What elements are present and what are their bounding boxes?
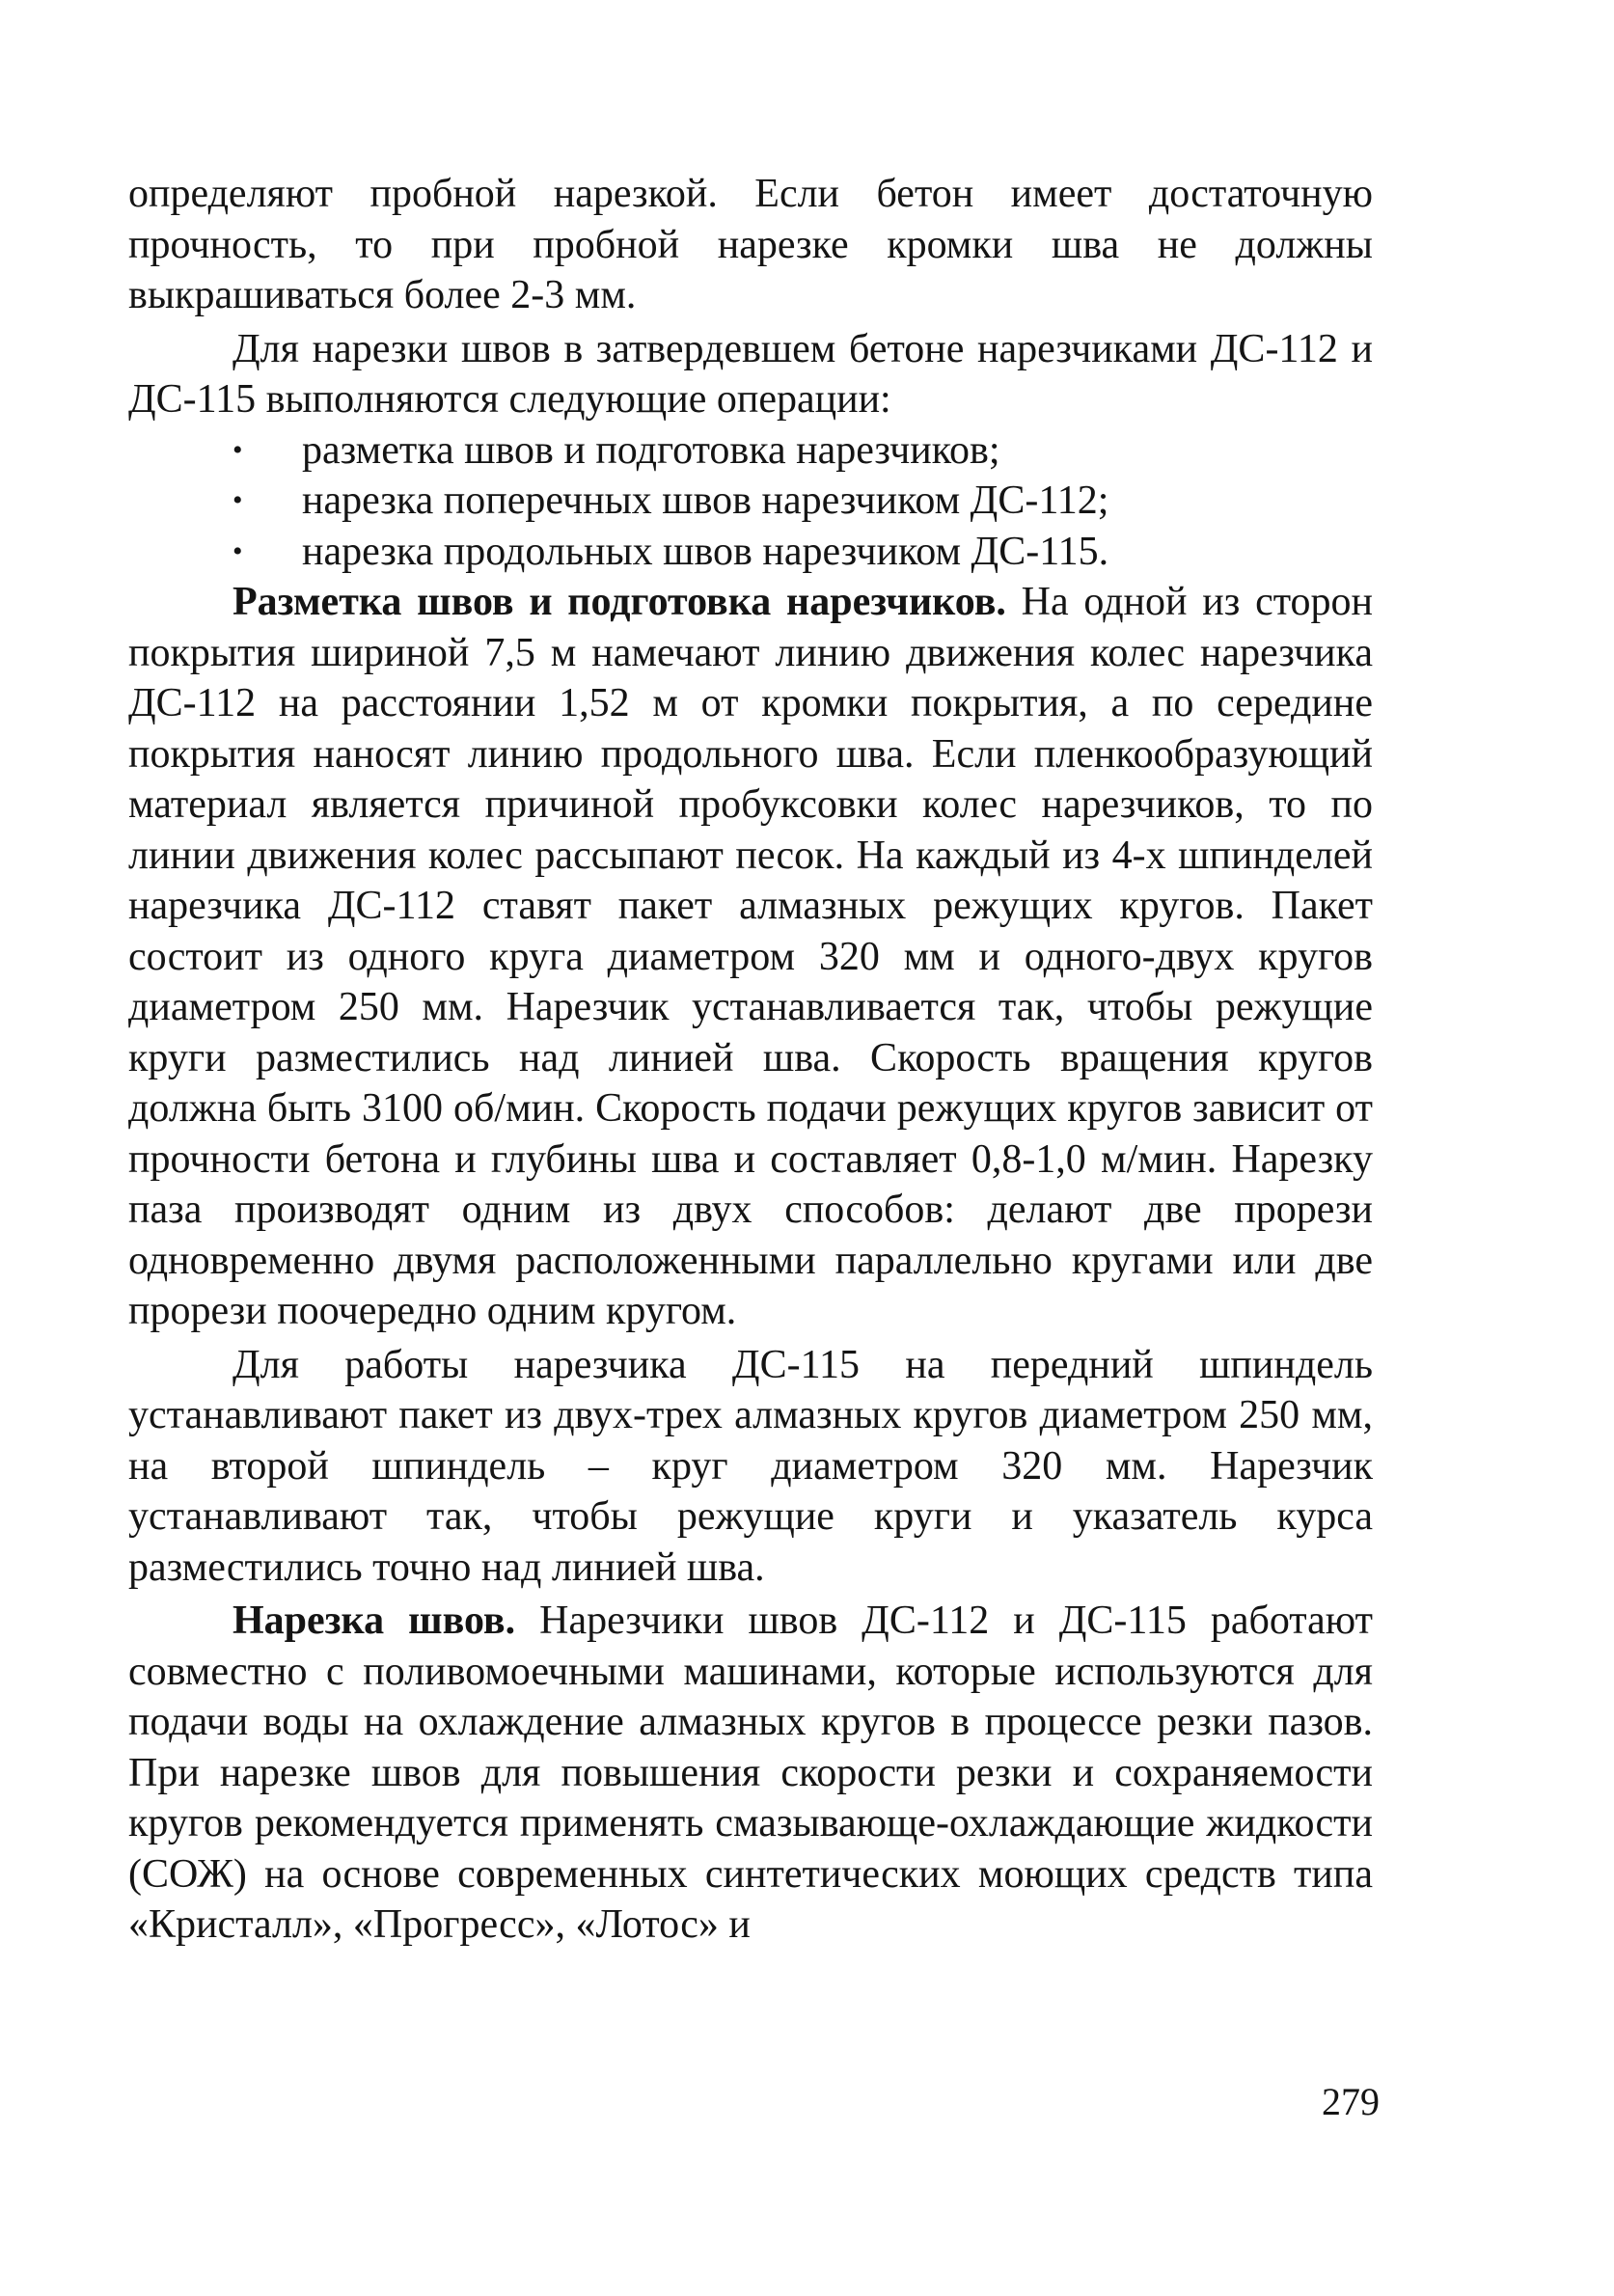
paragraph-cutting-text: Нарезчики швов ДС-112 и ДС-115 работают совместно с поливомоечными машинами, которые используются для подачи воды на охлаждение алмазных кругов в процессе резки пазов. При нарезке швов для повышения скорости резки и сохраняемости кругов рекомендуется применять смазывающе-охлаждающие жидкости (СОЖ) на основе современных синтетических моющих средств типа «Кристалл», «Прогресс», «Лотос» и [128, 1599, 1373, 1947]
paragraph-operations-intro: Для нарезки швов в затвердевшем бетоне нарезчиками ДС-112 и ДС-115 выполняются следующие операции: [128, 326, 1373, 422]
paragraph-cutting [128, 1596, 1373, 1951]
paragraph-ds115: Для работы нарезчика ДС-115 на передний шпиндель устанавливают пакет из двух-трех алмазных кругов диаметром 250 мм, на второй шпиндель – круг диаметром 320 мм. Нарезчик устанавливают так, чтобы режущие круги и указатель курса разместились точно над линией шва. [128, 1342, 1373, 1590]
list-item-text: разметка швов и подготовка нарезчиков; [302, 427, 1000, 473]
list-item [128, 425, 1373, 477]
page-body [128, 169, 1373, 1951]
list-item [128, 527, 1373, 578]
bullet-icon: • [233, 433, 243, 466]
run-in-heading-marking: Разметка швов и подготовка нарезчиков. [233, 580, 1006, 624]
bullet-icon: • [233, 534, 243, 567]
run-in-heading-cutting: Нарезка швов. [233, 1599, 516, 1643]
paragraph-marking-text: На одной из сторон покрытия шириной 7,5 м намечают линию движения колес нарезчика ДС-112 на расстоянии 1,52 м от кромки покрытия, а по середине покрытия наносят линию продольного шва. Если пленкообразующий материал является причиной пробуксовки колес нарезчиков, то по линии движения колес рассыпают песок. На каждый из 4-х шпинделей нарезчика ДС-112 ставят пакет алмазных режущих кругов. Пакет состоит из одного круга диаметром 320 мм и одного-двух кругов диаметром 250 мм. Нарезчик устанавливается так, чтобы режущие круги разместились над линией шва. Скорость вращения кругов должна быть 3100 об/мин. Скорость подачи режущих кругов зависит от прочности бетона и глубины шва и составляет 0,8-1,0 м/мин. Нарезку паза производят одним из двух способов: делают две прорези одновременно двумя расположенными параллельно кругами или две прорези поочередно одним кругом. [128, 580, 1373, 1333]
paragraph-continuation: определяют пробной нарезкой. Если бетон имеет достаточную прочность, то при пробной нарезке кромки шва не должны выкрашиваться более 2-3 мм. [128, 172, 1373, 317]
paragraph-marking [128, 577, 1373, 1337]
list-item [128, 476, 1373, 527]
bullet-icon: • [233, 484, 243, 516]
operations-list [128, 425, 1373, 578]
list-item-text: нарезка продольных швов нарезчиком ДС-115. [302, 529, 1109, 574]
list-item-text: нарезка поперечных швов нарезчиком ДС-112; [302, 478, 1109, 523]
page-number: 279 [1322, 2080, 1380, 2123]
